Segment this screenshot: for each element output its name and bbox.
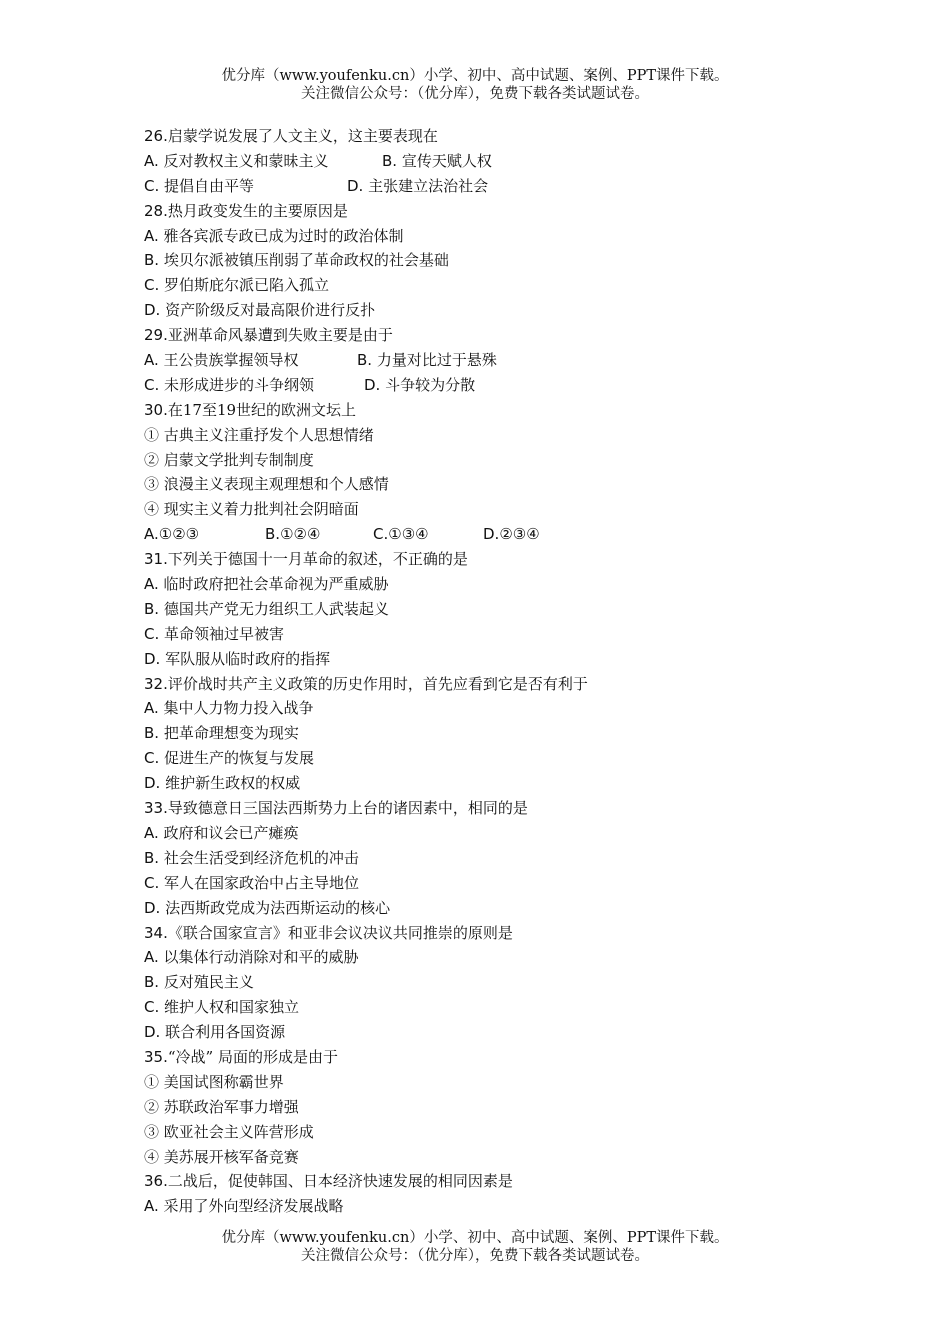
option-label: B. bbox=[144, 251, 160, 270]
option-text: ①③④ bbox=[388, 525, 429, 544]
option-text: 维护新生政权的权威 bbox=[165, 774, 301, 793]
option-text: 反对教权主义和蒙昧主义 bbox=[163, 151, 329, 170]
option-text: 革命领袖过早被害 bbox=[164, 624, 285, 643]
page-footer bbox=[0, 1229, 950, 1265]
answer-option bbox=[144, 647, 844, 672]
answer-option bbox=[364, 373, 475, 398]
answer-option bbox=[144, 224, 844, 249]
option-label: A. bbox=[144, 525, 159, 544]
option-label: B. bbox=[144, 973, 160, 992]
option-label: C. bbox=[144, 873, 160, 892]
option-text: 军队服从临时政府的指挥 bbox=[165, 649, 331, 668]
question-stem: 二战后，促使韩国、日本经济快速发展的相同因素是 bbox=[167, 1172, 513, 1191]
option-text: 斗争较为分散 bbox=[385, 375, 476, 394]
question-line bbox=[144, 323, 844, 348]
option-text: 资产阶级反对最高限价进行反扑 bbox=[165, 301, 376, 320]
question-stem: 启蒙学说发展了人文主义，这主要表现在 bbox=[167, 127, 438, 145]
option-label: A. bbox=[144, 823, 159, 842]
option-label: D. bbox=[144, 301, 161, 320]
question-stem: “冷战” 局面的形成是由于 bbox=[167, 1047, 338, 1066]
option-text: 以集体行动消除对和平的威胁 bbox=[163, 948, 359, 967]
statement-line: ③ 浪漫主义表现主观理想和个人感情 bbox=[144, 475, 389, 494]
option-text: 王公贵族掌握领导权 bbox=[163, 351, 299, 370]
option-label: C. bbox=[144, 624, 160, 643]
question-number: 35. bbox=[144, 1047, 168, 1066]
option-label: A. bbox=[144, 948, 159, 967]
answer-options-row bbox=[144, 348, 844, 373]
answer-option bbox=[144, 721, 844, 746]
option-text: 提倡自由平等 bbox=[164, 176, 255, 195]
option-text: 德国共产党无力组织工人武装起义 bbox=[163, 599, 389, 618]
question-number: 36. bbox=[144, 1172, 168, 1191]
option-text: 法西斯政党成为法西斯运动的核心 bbox=[165, 898, 391, 917]
question-line bbox=[144, 1169, 844, 1194]
answer-option bbox=[144, 298, 844, 323]
footer-line-2: 关注微信公众号：（优分库），免费下载各类试题试卷。 bbox=[301, 1248, 649, 1264]
answer-option bbox=[144, 846, 844, 871]
option-text: 反对殖民主义 bbox=[163, 973, 254, 992]
question-stem: 下列关于德国十一月革命的叙述，不正确的是 bbox=[167, 550, 468, 569]
option-label: B. bbox=[265, 525, 281, 544]
question-stem: 在17至19世纪的欧洲文坛上 bbox=[167, 400, 357, 419]
question-number: 33. bbox=[144, 799, 168, 818]
option-label: D. bbox=[483, 525, 500, 544]
question-stem: 导致德意日三国法西斯势力上台的诸因素中，相同的是 bbox=[167, 799, 528, 818]
statement-line: ④ 现实主义着力批判社会阴暗面 bbox=[144, 500, 359, 519]
answer-option bbox=[144, 945, 844, 970]
option-text: 雅各宾派专政已成为过时的政治体制 bbox=[163, 226, 404, 245]
option-text: 政府和议会已产瘫痪 bbox=[163, 823, 299, 842]
option-label: A. bbox=[144, 351, 159, 370]
option-label: C. bbox=[144, 998, 160, 1017]
statement-line: ④ 美苏展开核军备竞赛 bbox=[144, 1147, 299, 1166]
option-text: 罗伯斯庇尔派已陷入孤立 bbox=[164, 276, 330, 295]
option-label: A. bbox=[144, 699, 159, 718]
option-label: C. bbox=[144, 176, 160, 195]
option-text: 维护人权和国家独立 bbox=[164, 998, 300, 1017]
option-text: 埃贝尔派被镇压削弱了革命政权的社会基础 bbox=[163, 251, 449, 270]
option-label: B. bbox=[144, 848, 160, 867]
exam-body bbox=[144, 124, 844, 1219]
question-line bbox=[144, 921, 844, 946]
option-text: 军人在国家政治中占主导地位 bbox=[164, 873, 360, 892]
answer-option bbox=[483, 522, 540, 547]
question-number: 29. bbox=[144, 326, 168, 345]
answer-option bbox=[144, 1020, 844, 1045]
statement-line: ① 古典主义注重抒发个人思想情绪 bbox=[144, 425, 374, 444]
option-label: D. bbox=[144, 898, 161, 917]
option-label: B. bbox=[357, 351, 373, 370]
option-label: B. bbox=[382, 151, 398, 170]
answer-option bbox=[144, 1194, 844, 1219]
question-line bbox=[144, 124, 844, 149]
answer-option bbox=[144, 174, 347, 199]
option-text: 联合利用各国资源 bbox=[165, 1023, 286, 1042]
question-number: 26. bbox=[144, 127, 168, 145]
statement-line: ② 苏联政治军事力增强 bbox=[144, 1097, 299, 1116]
answer-option bbox=[144, 522, 265, 547]
question-number: 28. bbox=[144, 201, 168, 220]
answer-option bbox=[144, 771, 844, 796]
option-text: ①②④ bbox=[280, 525, 321, 544]
answer-option bbox=[144, 348, 357, 373]
answer-options-row bbox=[144, 522, 844, 547]
answer-option bbox=[144, 995, 844, 1020]
option-text: 把革命理想变为现实 bbox=[163, 724, 299, 743]
option-text: 力量对比过于悬殊 bbox=[376, 351, 497, 370]
option-text: 宣传天赋人权 bbox=[401, 151, 492, 170]
answer-option bbox=[144, 746, 844, 771]
statement-line: ② 启蒙文学批判专制制度 bbox=[144, 450, 314, 469]
option-label: D. bbox=[364, 375, 381, 394]
question-line bbox=[144, 672, 844, 697]
answer-option bbox=[144, 149, 382, 174]
question-stem: 热月政变发生的主要原因是 bbox=[167, 201, 348, 220]
header-line-2: 关注微信公众号：（优分库），免费下载各类试题试卷。 bbox=[301, 86, 649, 102]
answer-option bbox=[144, 896, 844, 921]
option-text: 未形成进步的斗争纲领 bbox=[164, 375, 315, 394]
answer-option bbox=[265, 522, 373, 547]
question-stem: 《联合国家宣言》和亚非会议决议共同推崇的原则是 bbox=[167, 923, 513, 942]
footer-line-1: 优分库（www.youfenku.cn）小学、初中、高中试题、案例、PPT课件下载。 bbox=[221, 1230, 729, 1246]
answer-option bbox=[144, 821, 844, 846]
statement-line: ① 美国试图称霸世界 bbox=[144, 1072, 284, 1091]
option-label: A. bbox=[144, 226, 159, 245]
answer-option bbox=[144, 970, 844, 995]
option-label: C. bbox=[144, 749, 160, 768]
answer-option bbox=[382, 149, 492, 174]
answer-option bbox=[144, 622, 844, 647]
answer-option bbox=[144, 373, 364, 398]
option-text: 采用了外向型经济发展战略 bbox=[163, 1197, 344, 1216]
answer-option bbox=[144, 597, 844, 622]
answer-option bbox=[144, 248, 844, 273]
answer-options-row bbox=[144, 373, 844, 398]
question-line bbox=[144, 796, 844, 821]
option-label: A. bbox=[144, 151, 159, 170]
option-label: B. bbox=[144, 599, 160, 618]
option-text: 社会生活受到经济危机的冲击 bbox=[163, 848, 359, 867]
option-text: 主张建立法治社会 bbox=[368, 176, 489, 195]
question-stem: 评价战时共产主义政策的历史作用时，首先应看到它是否有利于 bbox=[167, 674, 588, 693]
statement-line: ③ 欧亚社会主义阵营形成 bbox=[144, 1122, 314, 1141]
answer-option bbox=[144, 572, 844, 597]
option-label: D. bbox=[347, 176, 364, 195]
question-number: 30. bbox=[144, 400, 168, 419]
answer-option bbox=[144, 273, 844, 298]
question-stem: 亚洲革命风暴遭到失败主要是由于 bbox=[167, 326, 393, 345]
option-text: ②③④ bbox=[499, 525, 540, 544]
option-label: A. bbox=[144, 575, 159, 594]
option-label: C. bbox=[144, 375, 160, 394]
question-number: 34. bbox=[144, 923, 168, 942]
question-line bbox=[144, 1045, 844, 1070]
header-line-1: 优分库（www.youfenku.cn）小学、初中、高中试题、案例、PPT课件下载。 bbox=[221, 68, 729, 84]
answer-option bbox=[144, 871, 844, 896]
option-label: D. bbox=[144, 649, 161, 668]
answer-options-row bbox=[144, 149, 844, 174]
option-text: 临时政府把社会革命视为严重威胁 bbox=[163, 575, 389, 594]
option-text: ①②③ bbox=[158, 525, 200, 544]
answer-option bbox=[373, 522, 483, 547]
answer-option bbox=[144, 696, 844, 721]
option-label: A. bbox=[144, 1197, 159, 1216]
option-label: D. bbox=[144, 774, 161, 793]
option-label: C. bbox=[144, 276, 160, 295]
question-line bbox=[144, 398, 844, 423]
answer-option bbox=[357, 348, 497, 373]
option-text: 集中人力物力投入战争 bbox=[163, 699, 314, 718]
answer-option bbox=[347, 174, 488, 199]
answer-options-row bbox=[144, 174, 844, 199]
option-label: C. bbox=[373, 525, 389, 544]
question-number: 31. bbox=[144, 550, 168, 569]
option-label: B. bbox=[144, 724, 160, 743]
question-number: 32. bbox=[144, 674, 168, 693]
page-header bbox=[0, 67, 950, 103]
option-text: 促进生产的恢复与发展 bbox=[164, 749, 315, 768]
option-label: D. bbox=[144, 1023, 161, 1042]
question-line bbox=[144, 547, 844, 572]
question-line bbox=[144, 199, 844, 224]
